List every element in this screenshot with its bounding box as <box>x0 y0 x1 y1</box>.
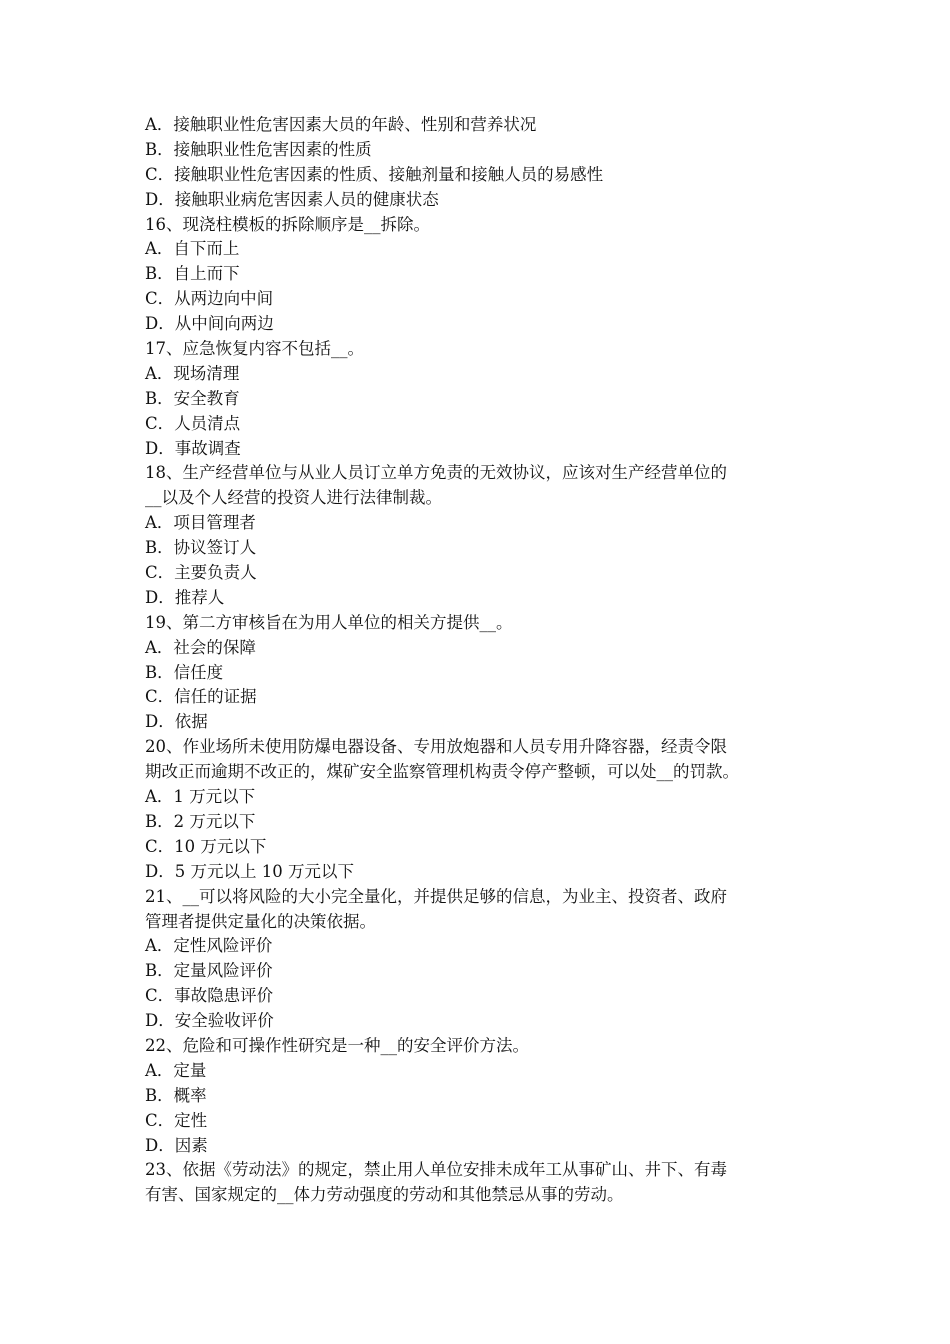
option-line: C．10 万元以下 <box>145 836 267 856</box>
question-text: 18、生产经营单位与从业人员订立单方免责的无效协议，应该对生产经营单位的 <box>145 463 727 483</box>
option-line: A．定量 <box>145 1060 207 1080</box>
option-line: D．从中间向两边 <box>145 314 274 334</box>
option-line: C．从两边向中间 <box>145 289 274 309</box>
option-line: C．事故隐患评价 <box>145 986 274 1006</box>
question-20 <box>145 735 810 884</box>
option-line: B．概率 <box>145 1085 207 1105</box>
option-line: B．2 万元以下 <box>145 811 256 831</box>
option-line: C．主要负责人 <box>145 563 257 583</box>
question-text: __以及个人经营的投资人进行法律制裁。 <box>145 488 442 508</box>
question-23 <box>145 1158 810 1208</box>
option-line: D．5 万元以上 10 万元以下 <box>145 861 354 881</box>
question-18 <box>145 461 810 610</box>
option-line: D．依据 <box>145 712 208 732</box>
option-line: C．人员清点 <box>145 413 241 433</box>
question-text: 22、危险和可操作性研究是一种__的安全评价方法。 <box>145 1035 529 1055</box>
question-text: 管理者提供定量化的决策依据。 <box>145 911 376 931</box>
option-line: A．现场清理 <box>145 363 240 383</box>
option-line: B．协议签订人 <box>145 538 257 558</box>
option-line: B．定量风险评价 <box>145 961 273 981</box>
question-text: 19、第二方审核旨在为用人单位的相关方提供__。 <box>145 612 513 632</box>
option-line: B．信任度 <box>145 662 224 682</box>
question-21 <box>145 885 810 1034</box>
option-line: D．安全验收评价 <box>145 1011 274 1031</box>
question-text: 21、__可以将风险的大小完全量化，并提供足够的信息，为业主、投资者、政府 <box>145 886 727 906</box>
option-line: C．信任的证据 <box>145 687 257 707</box>
document-page <box>145 113 810 1208</box>
option-line: A．自下而上 <box>145 239 240 259</box>
option-line: A．接触职业性危害因素大员的年龄、性别和营养状况 <box>145 115 537 134</box>
question-text: 16、现浇柱模板的拆除顺序是__拆除。 <box>145 214 430 234</box>
option-line: D．推荐人 <box>145 587 225 607</box>
question-19 <box>145 611 810 735</box>
question-16 <box>145 213 810 337</box>
option-line: B．自上而下 <box>145 264 240 284</box>
option-line: A．项目管理者 <box>145 513 256 533</box>
leading-options <box>145 113 810 213</box>
question-text: 17、应急恢复内容不包括__。 <box>145 339 364 359</box>
option-line: C．接触职业性危害因素的性质、接触剂量和接触人员的易感性 <box>145 164 604 184</box>
option-line: A．社会的保障 <box>145 637 256 657</box>
option-line: A．定性风险评价 <box>145 936 273 956</box>
question-text: 有害、国家规定的__体力劳动强度的劳动和其他禁忌从事的劳动。 <box>145 1185 624 1205</box>
question-22 <box>145 1034 810 1158</box>
option-line: A．1 万元以下 <box>145 787 256 807</box>
question-text: 20、作业场所未使用防爆电器设备、专用放炮器和人员专用升降容器，经责令限 <box>145 737 727 757</box>
question-text: 期改正而逾期不改正的，煤矿安全监察管理机构责令停产整顿，可以处__的罚款。 <box>145 762 739 782</box>
question-17 <box>145 337 810 461</box>
option-line: B．安全教育 <box>145 388 240 408</box>
question-text: 23、依据《劳动法》的规定，禁止用人单位安排未成年工从事矿山、井下、有毒 <box>145 1160 727 1180</box>
option-line: D．因素 <box>145 1135 208 1155</box>
option-line: D．事故调查 <box>145 438 241 458</box>
option-line: C．定性 <box>145 1110 208 1130</box>
option-line: B．接触职业性危害因素的性质 <box>145 139 372 159</box>
option-line: D．接触职业病危害因素人员的健康状态 <box>145 189 439 209</box>
